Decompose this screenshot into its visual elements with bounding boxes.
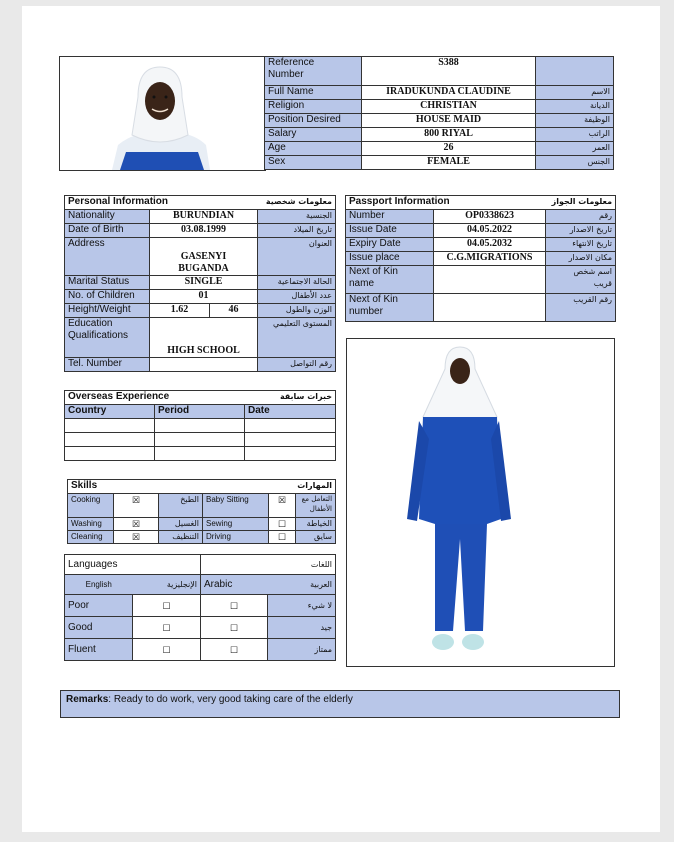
table-row: [65, 447, 336, 461]
level-poor-english-checkbox[interactable]: ☐: [133, 595, 201, 617]
skill-cleaning-label: Cleaning: [68, 531, 114, 544]
full-name-label: Full Name: [265, 86, 362, 100]
height-weight-label: Height/Weight: [65, 304, 150, 318]
sex-value: FEMALE: [362, 156, 536, 170]
passport-info-title: Passport Information: [346, 196, 546, 210]
level-fluent-english-checkbox[interactable]: ☐: [133, 639, 201, 661]
nationality-arabic: الجنسية: [258, 210, 336, 224]
children-value: 01: [150, 290, 258, 304]
language-arabic: Arabic: [201, 575, 268, 595]
issue-date-value: 04.05.2022: [434, 224, 546, 238]
religion-arabic: الديانة: [536, 100, 614, 114]
height-weight-arabic: الوزن والطول: [258, 304, 336, 318]
overseas-cell: [245, 419, 336, 433]
full-body-image: [347, 339, 614, 666]
overseas-cell: [155, 433, 245, 447]
age-arabic: العمر: [536, 142, 614, 156]
skill-driving-arabic: سايق: [296, 531, 336, 544]
religion-label: Religion: [265, 100, 362, 114]
kin-number-label: Next of Kin number: [346, 294, 434, 322]
address-arabic: العنوان: [258, 238, 336, 276]
table-row: [65, 419, 336, 433]
passport-number-arabic: رقم: [546, 210, 616, 224]
marital-arabic: الحالة الاجتماعية: [258, 276, 336, 290]
weight-value: 46: [210, 304, 258, 318]
overseas-header-country: Country: [65, 405, 155, 419]
language-level-row: [65, 617, 336, 639]
marital-value: SINGLE: [150, 276, 258, 290]
skill-cleaning-arabic: التنظيف: [159, 531, 203, 544]
nationality-label: Nationality: [65, 210, 150, 224]
issue-place-arabic: مكان الاصدار: [546, 252, 616, 266]
overseas-cell: [245, 447, 336, 461]
sex-arabic: الجنس: [536, 156, 614, 170]
sex-label: Sex: [265, 156, 362, 170]
passport-info-table: [345, 195, 616, 322]
full-body-photo: [346, 338, 615, 667]
skills-title: Skills: [68, 480, 269, 494]
skill-sewing-arabic: الخياطة: [296, 518, 336, 531]
children-label: No. of Children: [65, 290, 150, 304]
overseas-cell: [65, 447, 155, 461]
overseas-title: Overseas Experience: [65, 391, 245, 405]
religion-value: CHRISTIAN: [362, 100, 536, 114]
overseas-title-arabic: خبرات سابقة: [245, 391, 336, 405]
skill-cooking-label: Cooking: [68, 494, 114, 518]
level-poor-arabic: لا شيء: [268, 595, 336, 617]
skill-cooking-checkbox[interactable]: ☒: [114, 494, 159, 518]
passport-info-title-arabic: معلومات الجواز: [546, 196, 616, 210]
dob-arabic: تاريخ الميلاد: [258, 224, 336, 238]
skill-sewing-label: Sewing: [203, 518, 269, 531]
kin-name-label: Next of Kin name: [346, 266, 434, 294]
level-fluent-arabic: ممتاز: [268, 639, 336, 661]
issue-place-value: C.G.MIGRATIONS: [434, 252, 546, 266]
skill-babysitting-label: Baby Sitting: [203, 494, 269, 518]
height-value: 1.62: [150, 304, 210, 318]
overseas-cell: [65, 433, 155, 447]
header-section: [59, 56, 613, 171]
full-name-arabic: الاسم: [536, 86, 614, 100]
portrait-photo: [59, 56, 266, 171]
tel-value: [150, 358, 258, 372]
skill-washing-arabic: الغسيل: [159, 518, 203, 531]
overseas-experience-table: [64, 390, 336, 461]
skill-driving-label: Driving: [203, 531, 269, 544]
skill-driving-checkbox[interactable]: ☐: [269, 531, 296, 544]
level-fluent-arabic-checkbox[interactable]: ☐: [201, 639, 268, 661]
overseas-header-period: Period: [155, 405, 245, 419]
issue-date-label: Issue Date: [346, 224, 434, 238]
overseas-cell: [155, 447, 245, 461]
skill-row: [68, 518, 336, 531]
skill-sewing-checkbox[interactable]: ☐: [269, 518, 296, 531]
level-good-english-checkbox[interactable]: ☐: [133, 617, 201, 639]
passport-number-value: OP0338623: [434, 210, 546, 224]
salary-arabic: الراتب: [536, 128, 614, 142]
address-line-2: BUGANDA: [178, 263, 229, 274]
skill-row: [68, 494, 336, 518]
language-level-row: [65, 639, 336, 661]
dob-label: Date of Birth: [65, 224, 150, 238]
languages-title-arabic: اللغات: [201, 555, 336, 575]
education-label: Education Qualifications: [65, 318, 150, 358]
overseas-cell: [65, 419, 155, 433]
level-poor-label: Poor: [65, 595, 133, 617]
overseas-header-date: Date: [245, 405, 336, 419]
salary-value: 800 RIYAL: [362, 128, 536, 142]
education-arabic: المستوى التعليمي: [258, 318, 336, 358]
age-value: 26: [362, 142, 536, 156]
languages-table: [64, 554, 336, 661]
kin-number-value: [434, 294, 546, 322]
skill-cleaning-checkbox[interactable]: ☒: [114, 531, 159, 544]
personal-info-table: [64, 195, 336, 372]
language-english: English: [65, 575, 133, 595]
skills-title-arabic: المهارات: [269, 480, 336, 494]
skill-row: [68, 531, 336, 544]
education-value: HIGH SCHOOL: [150, 318, 258, 358]
position-value: HOUSE MAID: [362, 114, 536, 128]
personal-info-title: Personal Information: [65, 196, 258, 210]
level-fluent-label: Fluent: [65, 639, 133, 661]
age-label: Age: [265, 142, 362, 156]
address-label: Address: [65, 238, 150, 276]
tel-label: Tel. Number: [65, 358, 150, 372]
salary-label: Salary: [265, 128, 362, 142]
children-arabic: عدد الأطفال: [258, 290, 336, 304]
remarks-label: Remarks: [66, 694, 109, 705]
level-good-arabic: جيد: [268, 617, 336, 639]
portrait-image: [60, 57, 265, 170]
expiry-date-arabic: تاريخ الانتهاء: [546, 238, 616, 252]
remarks-text: : Ready to do work, very good taking care of the elderly: [108, 694, 353, 705]
level-good-label: Good: [65, 617, 133, 639]
reference-number-label: Reference Number: [265, 57, 362, 86]
nationality-value: BURUNDIAN: [150, 210, 258, 224]
language-arabic-arabic: العربية: [268, 575, 336, 595]
language-english-arabic: الإنجليزية: [133, 575, 201, 595]
table-row: [65, 433, 336, 447]
full-name-value: IRADUKUNDA CLAUDINE: [362, 86, 536, 100]
issue-place-label: Issue place: [346, 252, 434, 266]
address-line-1: GASENYI: [180, 251, 227, 262]
skill-washing-checkbox[interactable]: ☒: [114, 518, 159, 531]
level-good-arabic-checkbox[interactable]: ☐: [201, 617, 268, 639]
tel-arabic: رقم التواصل: [258, 358, 336, 372]
expiry-date-value: 04.05.2032: [434, 238, 546, 252]
expiry-date-label: Expiry Date: [346, 238, 434, 252]
overseas-cell: [155, 419, 245, 433]
marital-label: Marital Status: [65, 276, 150, 290]
remarks-box: [60, 690, 620, 718]
skill-washing-label: Washing: [68, 518, 114, 531]
languages-title: Languages: [65, 555, 201, 575]
personal-info-title-arabic: معلومات شخصية: [258, 196, 336, 210]
reference-number-value: S388: [362, 57, 536, 86]
position-arabic: الوظيفة: [536, 114, 614, 128]
passport-number-label: Number: [346, 210, 434, 224]
kin-name-arabic: اسم شخص قريب: [546, 266, 616, 294]
reference-number-extra: [536, 57, 614, 86]
kin-number-arabic: رقم القريب: [546, 294, 616, 322]
skill-babysitting-arabic: التعامل مع الأطفال: [296, 494, 336, 518]
skill-babysitting-checkbox[interactable]: ☒: [269, 494, 296, 518]
overseas-cell: [245, 433, 336, 447]
issue-date-arabic: تاريخ الاصدار: [546, 224, 616, 238]
position-label: Position Desired: [265, 114, 362, 128]
level-poor-arabic-checkbox[interactable]: ☐: [201, 595, 268, 617]
language-level-row: [65, 595, 336, 617]
skill-cooking-arabic: الطبخ: [159, 494, 203, 518]
skills-table: [67, 479, 336, 544]
address-value: [150, 238, 258, 276]
dob-value: 03.08.1999: [150, 224, 258, 238]
kin-name-value: [434, 266, 546, 294]
